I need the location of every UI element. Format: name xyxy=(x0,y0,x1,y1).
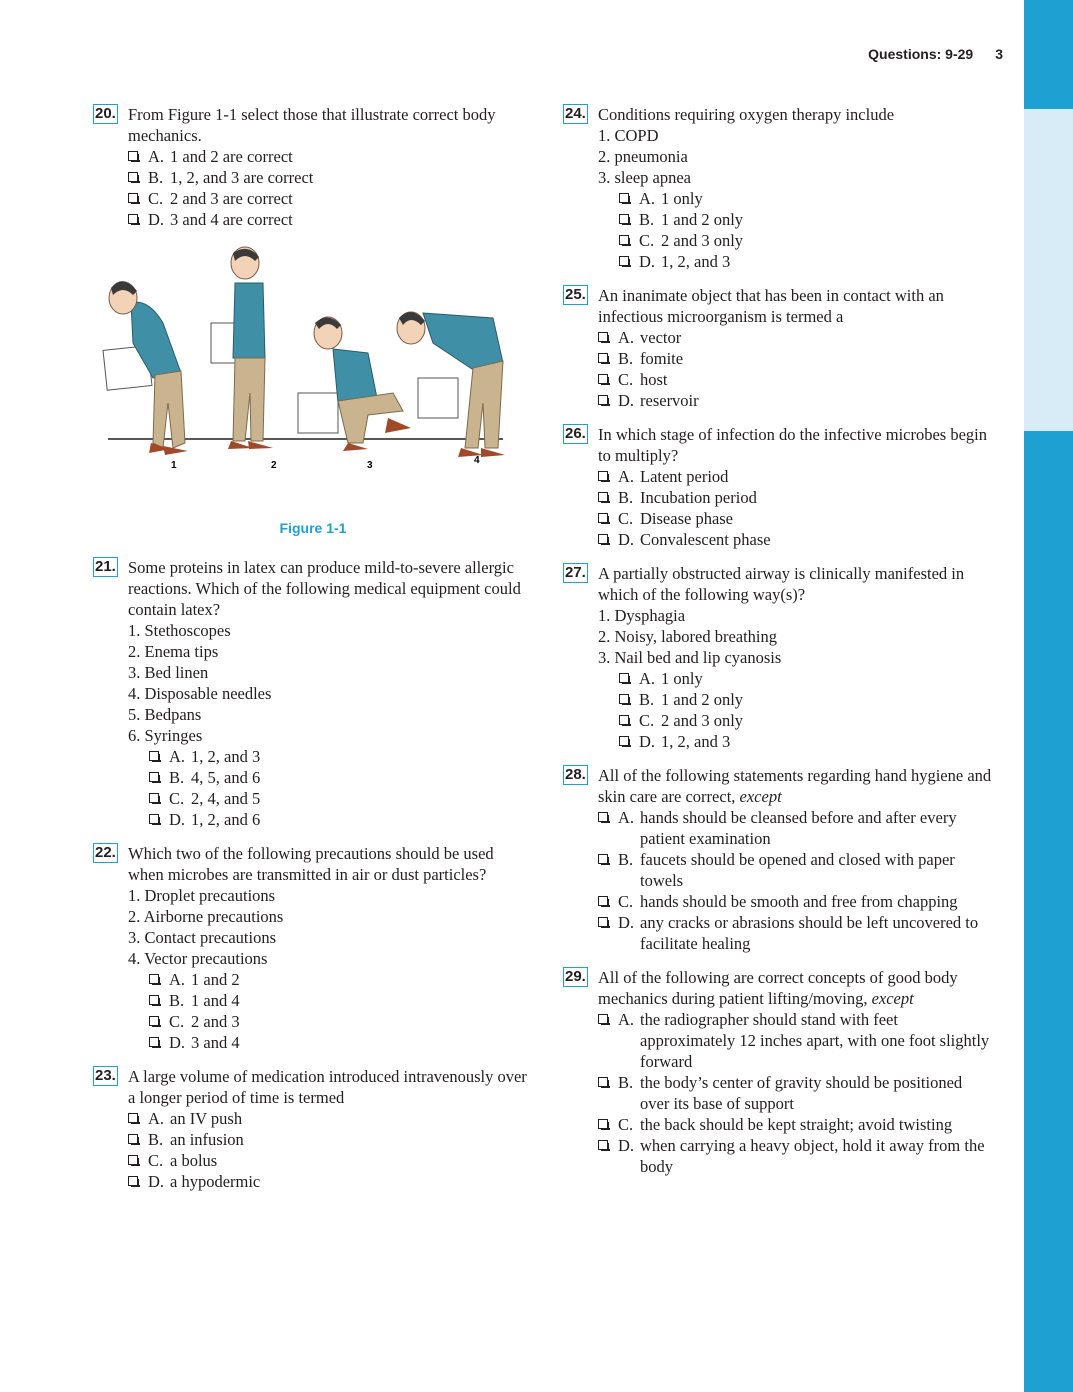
checkbox-icon[interactable] xyxy=(598,896,608,906)
answer-option[interactable]: C. 2 and 3 are correct xyxy=(128,188,533,209)
answer-option[interactable]: C. 2, 4, and 5 xyxy=(149,788,533,809)
checkbox-icon[interactable] xyxy=(598,471,608,481)
question-stem: All of the following statements regarding hand hygiene and skin care are correct, except xyxy=(598,766,992,806)
page-number: 3 xyxy=(995,46,1003,62)
answer-option[interactable]: D. 1, 2, and 3 xyxy=(619,731,993,752)
answer-option[interactable]: C. 2 and 3 only xyxy=(619,230,993,251)
answer-option[interactable]: B. 1, 2, and 3 are correct xyxy=(128,167,533,188)
checkbox-icon[interactable] xyxy=(149,793,159,803)
checkbox-icon[interactable] xyxy=(128,1155,138,1165)
checkbox-icon[interactable] xyxy=(598,534,608,544)
checkbox-icon[interactable] xyxy=(598,854,608,864)
answer-options xyxy=(598,668,993,752)
person-4-bending-icon xyxy=(397,312,505,457)
question-21 xyxy=(93,557,533,830)
checkbox-icon[interactable] xyxy=(598,812,608,822)
checkbox-icon[interactable] xyxy=(619,256,629,266)
answer-option[interactable]: B. an infusion xyxy=(128,1129,533,1150)
answer-option[interactable]: D. 1, 2, and 6 xyxy=(149,809,533,830)
answer-option[interactable]: C. host xyxy=(598,369,993,390)
list-item: 3. Bed linen xyxy=(128,663,209,682)
running-header xyxy=(868,46,1003,62)
answer-option[interactable]: B. 1 and 4 xyxy=(149,990,533,1011)
question-29 xyxy=(563,967,993,1177)
figure-caption: Figure 1-1 xyxy=(279,520,347,536)
figure-label-2: 2 xyxy=(271,460,277,471)
checkbox-icon[interactable] xyxy=(149,974,159,984)
answer-options xyxy=(128,746,533,830)
figure-label-3: 3 xyxy=(367,460,373,471)
answer-option[interactable]: C. the back should be kept straight; avoid twisting xyxy=(598,1114,993,1135)
checkbox-icon[interactable] xyxy=(149,995,159,1005)
body-mechanics-illustration xyxy=(93,243,513,513)
answer-option[interactable]: A. 1 and 2 xyxy=(149,969,533,990)
list-item: 4. Disposable needles xyxy=(128,684,272,703)
checkbox-icon[interactable] xyxy=(598,1119,608,1129)
checkbox-icon[interactable] xyxy=(128,1113,138,1123)
question-27 xyxy=(563,563,993,752)
checkbox-icon[interactable] xyxy=(619,193,629,203)
list-item: 5. Bedpans xyxy=(128,705,202,724)
question-number: 21. xyxy=(95,558,116,575)
checkbox-icon[interactable] xyxy=(598,1140,608,1150)
checkbox-icon[interactable] xyxy=(149,1037,159,1047)
checkbox-icon[interactable] xyxy=(619,235,629,245)
answer-option[interactable]: A. vector xyxy=(598,327,993,348)
answer-options xyxy=(598,1009,993,1177)
answer-option[interactable]: A. an IV push xyxy=(128,1108,533,1129)
question-stem: Conditions requiring oxygen therapy include xyxy=(598,105,895,124)
answer-option[interactable]: A. 1 and 2 are correct xyxy=(128,146,533,167)
list-item: 1. Stethoscopes xyxy=(128,621,231,640)
answer-option[interactable]: A. the radiographer should stand with feet approximately 12 inches apart, with one foot slightly forward xyxy=(598,1009,993,1072)
list-item: 3. sleep apnea xyxy=(598,168,691,187)
answer-option[interactable]: B. fomite xyxy=(598,348,993,369)
list-item: 6. Syringes xyxy=(128,726,203,745)
question-stem: A partially obstructed airway is clinically manifested in which of the following way(s)? xyxy=(598,564,965,604)
question-stem: From Figure 1-1 select those that illustrate correct body mechanics. xyxy=(128,105,496,145)
left-column xyxy=(93,104,533,1205)
question-number: 22. xyxy=(95,844,116,861)
checkbox-icon[interactable] xyxy=(128,151,138,161)
list-item: 3. Contact precautions xyxy=(128,928,277,947)
checkbox-icon[interactable] xyxy=(598,917,608,927)
header-title: Questions: 9-29 xyxy=(868,46,974,62)
question-number: 26. xyxy=(565,425,586,442)
list-item: 1. Droplet precautions xyxy=(128,886,276,905)
answer-option[interactable]: A. Latent period xyxy=(598,466,993,487)
question-20 xyxy=(93,104,533,230)
question-24 xyxy=(563,104,993,272)
checkbox-icon[interactable] xyxy=(598,395,608,405)
answer-option[interactable]: C. 2 and 3 only xyxy=(619,710,993,731)
question-26 xyxy=(563,424,993,550)
answer-option[interactable]: D. when carrying a heavy object, hold it away from the body xyxy=(598,1135,993,1177)
list-item: 2. pneumonia xyxy=(598,147,688,166)
figure-label-4: 4 xyxy=(474,455,480,466)
answer-option[interactable]: C. 2 and 3 xyxy=(149,1011,533,1032)
answer-option[interactable]: D. 3 and 4 xyxy=(149,1032,533,1053)
figure-1-1 xyxy=(93,243,533,543)
list-item: 2. Enema tips xyxy=(128,642,219,661)
question-number: 25. xyxy=(565,286,586,303)
answer-options xyxy=(128,969,533,1053)
checkbox-icon[interactable] xyxy=(598,1014,608,1024)
question-stem: An inanimate object that has been in contact with an infectious microorganism is termed a xyxy=(598,286,944,326)
question-25 xyxy=(563,285,993,411)
question-stem: Which two of the following precautions should be used when microbes are transmitted in air or dust particles? xyxy=(128,844,494,884)
answer-options xyxy=(128,1108,533,1192)
answer-options xyxy=(598,466,993,550)
answer-option[interactable]: B. Incubation period xyxy=(598,487,993,508)
answer-option[interactable]: B. 1 and 2 only xyxy=(619,689,993,710)
question-stem: Some proteins in latex can produce mild-to-severe allergic reactions. Which of the following medical equipment could contain latex? xyxy=(128,558,521,619)
answer-option[interactable]: D. 1, 2, and 3 xyxy=(619,251,993,272)
question-22 xyxy=(93,843,533,1053)
question-stem: All of the following are correct concepts of good body mechanics during patient lifting/moving, except xyxy=(598,968,958,1008)
answer-option[interactable]: B. the body’s center of gravity should be positioned over its base of support xyxy=(598,1072,993,1114)
checkbox-icon[interactable] xyxy=(128,1134,138,1144)
checkbox-icon[interactable] xyxy=(598,492,608,502)
item-list xyxy=(598,125,993,188)
answer-option[interactable]: B. 1 and 2 only xyxy=(619,209,993,230)
checkbox-icon[interactable] xyxy=(149,1016,159,1026)
question-number: 24. xyxy=(565,105,586,122)
answer-option[interactable]: A. 1 only xyxy=(619,188,993,209)
answer-option[interactable]: B. faucets should be opened and closed with paper towels xyxy=(598,849,993,891)
answer-options xyxy=(598,807,993,954)
checkbox-icon[interactable] xyxy=(128,193,138,203)
list-item: 1. COPD xyxy=(598,126,659,145)
answer-option[interactable]: D. Convalescent phase xyxy=(598,529,993,550)
question-number: 27. xyxy=(565,564,586,581)
figure-label-1: 1 xyxy=(171,460,177,471)
question-stem: In which stage of infection do the infective microbes begin to multiply? xyxy=(598,425,987,465)
question-28 xyxy=(563,765,993,954)
person-2-carrying-icon xyxy=(211,247,273,449)
list-item: 3. Nail bed and lip cyanosis xyxy=(598,648,782,667)
list-item: 1. Dysphagia xyxy=(598,606,686,625)
side-tab-highlight xyxy=(1024,109,1073,431)
checkbox-icon[interactable] xyxy=(619,673,629,683)
checkbox-icon[interactable] xyxy=(128,172,138,182)
answer-option[interactable]: C. hands should be smooth and free from chapping xyxy=(598,891,993,912)
checkbox-icon[interactable] xyxy=(149,814,159,824)
checkbox-icon[interactable] xyxy=(619,694,629,704)
item-list xyxy=(128,885,533,969)
question-number: 29. xyxy=(565,968,586,985)
checkbox-icon[interactable] xyxy=(598,374,608,384)
list-item: 2. Noisy, labored breathing xyxy=(598,627,778,646)
answer-options xyxy=(598,327,993,411)
answer-options xyxy=(598,188,993,272)
answer-option[interactable]: C. Disease phase xyxy=(598,508,993,529)
checkbox-icon[interactable] xyxy=(619,214,629,224)
checkbox-icon[interactable] xyxy=(598,1077,608,1087)
checkbox-icon[interactable] xyxy=(619,715,629,725)
checkbox-icon[interactable] xyxy=(149,751,159,761)
answer-option[interactable]: D. a hypodermic xyxy=(128,1171,533,1192)
answer-option[interactable]: D. any cracks or abrasions should be left uncovered to facilitate healing xyxy=(598,912,993,954)
answer-option[interactable]: D. 3 and 4 are correct xyxy=(128,209,533,230)
checkbox-icon[interactable] xyxy=(598,513,608,523)
item-list xyxy=(598,605,993,668)
answer-option[interactable]: A. 1, 2, and 3 xyxy=(149,746,533,767)
answer-option[interactable]: C. a bolus xyxy=(128,1150,533,1171)
answer-options xyxy=(128,146,533,230)
answer-option[interactable]: A. hands should be cleansed before and after every patient examination xyxy=(598,807,993,849)
person-1-bending-icon xyxy=(103,281,188,455)
checkbox-icon[interactable] xyxy=(598,353,608,363)
question-number: 20. xyxy=(95,105,116,122)
list-item: 4. Vector precautions xyxy=(128,949,268,968)
answer-option[interactable]: D. reservoir xyxy=(598,390,993,411)
answer-option[interactable]: B. 4, 5, and 6 xyxy=(149,767,533,788)
question-number: 23. xyxy=(95,1067,116,1084)
question-number: 28. xyxy=(565,766,586,783)
checkbox-icon[interactable] xyxy=(619,736,629,746)
question-stem: A large volume of medication introduced intravenously over a longer period of time is termed xyxy=(128,1067,527,1107)
checkbox-icon[interactable] xyxy=(128,214,138,224)
list-item: 2. Airborne precautions xyxy=(128,907,284,926)
item-list xyxy=(128,620,533,746)
answer-option[interactable]: A. 1 only xyxy=(619,668,993,689)
right-column xyxy=(563,104,993,1190)
checkbox-icon[interactable] xyxy=(149,772,159,782)
question-23 xyxy=(93,1066,533,1192)
person-3-squatting-icon xyxy=(298,317,411,451)
checkbox-icon[interactable] xyxy=(128,1176,138,1186)
checkbox-icon[interactable] xyxy=(598,332,608,342)
